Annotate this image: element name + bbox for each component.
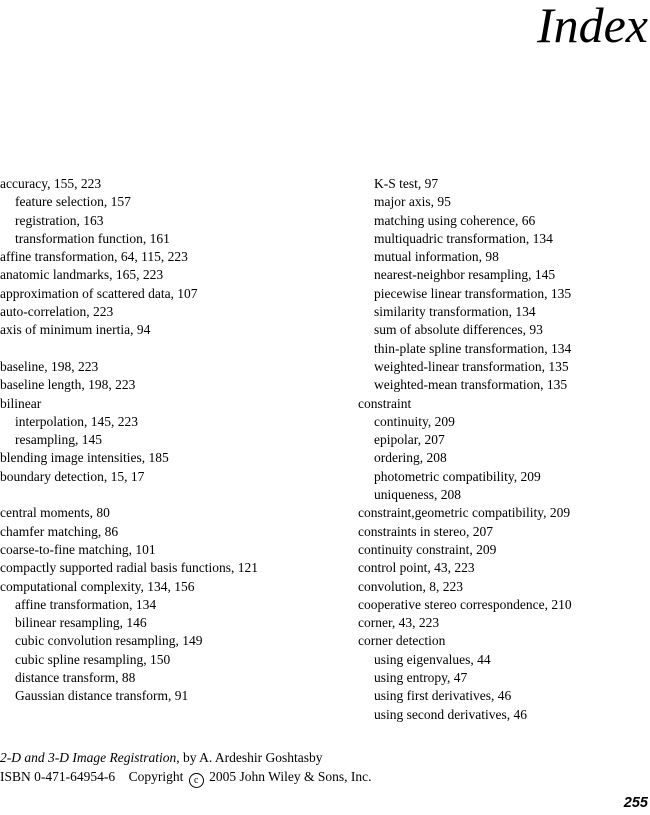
- index-subentry: sum of absolute differences, 93: [374, 322, 543, 338]
- index-subentry: affine transformation, 134: [15, 596, 157, 612]
- index-subentry: Gaussian distance transform, 91: [15, 688, 189, 704]
- isbn: ISBN 0-471-64954-6: [0, 769, 116, 784]
- index-subentry: piecewise linear transformation, 135: [374, 285, 572, 301]
- index-entry: convolution, 8, 223: [358, 578, 463, 594]
- index-entry: baseline, 198, 223: [0, 358, 99, 374]
- index-entry: constraint: [358, 395, 412, 411]
- index-left-column: [0, 175, 300, 706]
- index-subentry: photometric compatibility, 209: [374, 468, 541, 484]
- index-subentry: registration, 163: [15, 212, 104, 228]
- index-entry: baseline length, 198, 223: [0, 377, 136, 393]
- book-citation: [0, 748, 371, 767]
- index-entry: chamfer matching, 86: [0, 523, 119, 539]
- index-entry: boundary detection, 15, 17: [0, 468, 145, 484]
- index-subentry: weighted-mean transformation, 135: [374, 377, 568, 393]
- index-entry: bilinear: [0, 395, 42, 411]
- index-subentry: feature selection, 157: [15, 194, 131, 210]
- book-title: 2-D and 3-D Image Registration: [0, 750, 177, 765]
- index-subentry: nearest-neighbor resampling, 145: [374, 267, 556, 283]
- book-footer: [0, 748, 371, 788]
- index-subentry: using entropy, 47: [374, 670, 468, 686]
- index-subentry: transformation function, 161: [15, 230, 170, 246]
- index-subentry: cubic spline resampling, 150: [15, 651, 171, 667]
- index-group-gap: [0, 340, 300, 358]
- index-entry: coarse-to-fine matching, 101: [0, 541, 156, 557]
- index-subentry: continuity, 209: [374, 413, 455, 429]
- index-subentry: matching using coherence, 66: [374, 212, 536, 228]
- copyright-line: [0, 767, 371, 788]
- index-entry: affine transformation, 64, 115, 223: [0, 249, 188, 265]
- index-entry: constraint,geometric compatibility, 209: [358, 505, 571, 521]
- index-right-column: [358, 175, 650, 724]
- index-entry: auto-correlation, 223: [0, 304, 114, 320]
- index-subentry: using eigenvalues, 44: [374, 651, 491, 667]
- index-subentry: major axis, 95: [374, 194, 451, 210]
- index-entry: cooperative stereo correspondence, 210: [358, 596, 572, 612]
- index-subentry: cubic convolution resampling, 149: [15, 633, 203, 649]
- index-subentry: thin-plate spline transformation, 134: [374, 340, 572, 356]
- index-entry: axis of minimum inertia, 94: [0, 322, 151, 338]
- index-subentry: resampling, 145: [15, 432, 102, 448]
- index-title: Index: [536, 0, 648, 53]
- index-subentry: using first derivatives, 46: [374, 688, 512, 704]
- index-entry: computational complexity, 134, 156: [0, 578, 195, 594]
- index-entry: continuity constraint, 209: [358, 541, 497, 557]
- book-author: , by A. Ardeshir Goshtasby: [176, 750, 323, 765]
- index-subentry: ordering, 208: [374, 450, 447, 466]
- index-subentry: distance transform, 88: [15, 670, 136, 686]
- index-entry: blending image intensities, 185: [0, 450, 169, 466]
- index-group-gap: [0, 486, 300, 504]
- index-subentry: interpolation, 145, 223: [15, 413, 138, 429]
- copyright-label: Copyright: [128, 769, 184, 784]
- index-entry: compactly supported radial basis functions, 121: [0, 560, 258, 576]
- index-entry: anatomic landmarks, 165, 223: [0, 267, 164, 283]
- index-entry: corner detection: [358, 633, 446, 649]
- index-entry: approximation of scattered data, 107: [0, 285, 198, 301]
- index-subentry: uniqueness, 208: [374, 487, 461, 503]
- index-subentry: weighted-linear transformation, 135: [374, 358, 569, 374]
- index-subentry: epipolar, 207: [374, 432, 445, 448]
- index-subentry: K-S test, 97: [374, 176, 439, 191]
- index-subentry: similarity transformation, 134: [374, 304, 536, 320]
- index-subentry: using second derivatives, 46: [374, 706, 527, 722]
- index-subentry: bilinear resampling, 146: [15, 615, 147, 631]
- index-entry: corner, 43, 223: [358, 615, 440, 631]
- copyright-text: 2005 John Wiley & Sons, Inc.: [209, 769, 372, 784]
- copyright-icon: c: [189, 773, 204, 788]
- index-subentry: multiquadric transformation, 134: [374, 230, 553, 246]
- index-entry: constraints in stereo, 207: [358, 523, 493, 539]
- page-number: 255: [623, 795, 648, 811]
- index-entry: control point, 43, 223: [358, 560, 475, 576]
- index-entry: central moments, 80: [0, 505, 110, 521]
- index-subentry: mutual information, 98: [374, 249, 499, 265]
- index-entry: accuracy, 155, 223: [0, 176, 102, 191]
